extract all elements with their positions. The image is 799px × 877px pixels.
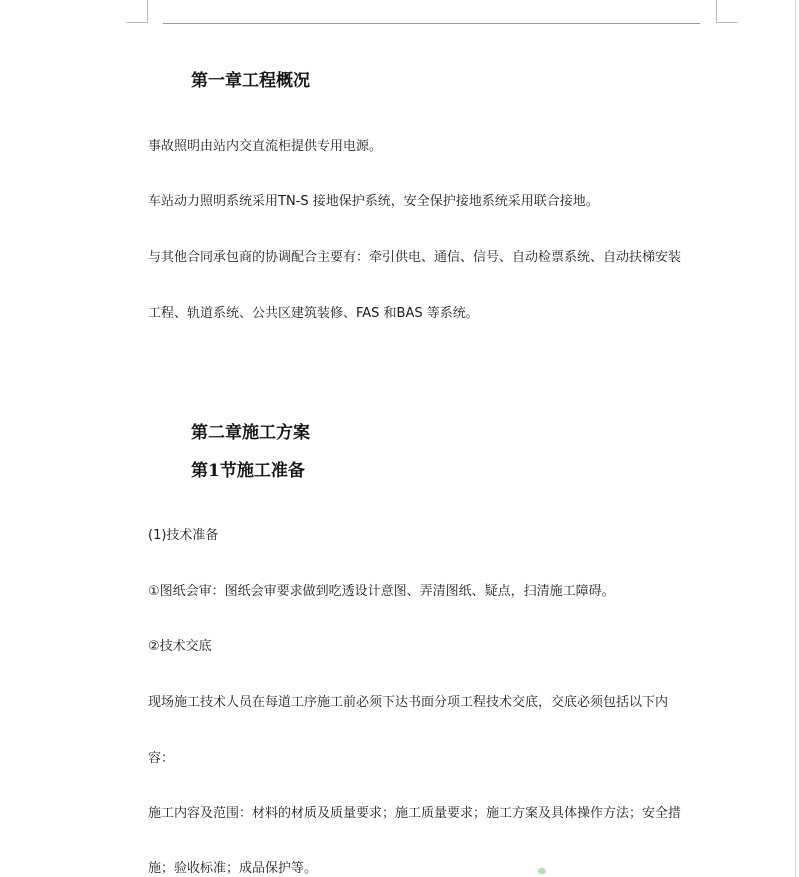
paragraph: 现场施工技术人员在每道工序施工前必须下达书面分项工程技术交底，交底必须包括以下内 [148,695,669,710]
paragraph: 施；验收标准；成品保护等。 [148,861,318,876]
paragraph: 施工内容及范围：材料的材质及质量要求；施工质量要求；施工方案及具体操作方法；安全措 [148,806,682,821]
paragraph: ②技术交底 [148,639,212,654]
paragraph: 车站动力照明系统采用TN-S 接地保护系统，安全保护接地系统采用联合接地。 [148,194,599,209]
paragraph: 工程、轨道系统、公共区建筑装修、FAS 和BAS 等系统。 [148,306,479,321]
crop-mark-top-right [716,0,738,23]
paragraph: ①图纸会审：图纸会审要求做到吃透设计意图、弄清图纸、疑点，扫清施工障碍。 [148,584,615,599]
header-rule [163,23,700,24]
decorative-mark [538,868,546,874]
paragraph: (1)技术准备 [148,528,219,543]
paragraph: 与其他合同承包商的协调配合主要有：牵引供电、通信、信号、自动检票系统、自动扶梯安装 [148,250,682,265]
crop-mark-top-left [126,0,148,23]
chapter-1-heading: 第一章工程概况 [191,71,310,91]
paragraph: 容： [148,751,175,766]
chapter-2-heading: 第二章施工方案 [191,423,310,443]
paragraph: 事故照明由站内交直流柜提供专用电源。 [148,139,383,154]
page-edge [795,0,796,877]
section-1-heading: 第1节施工准备 [191,461,305,481]
